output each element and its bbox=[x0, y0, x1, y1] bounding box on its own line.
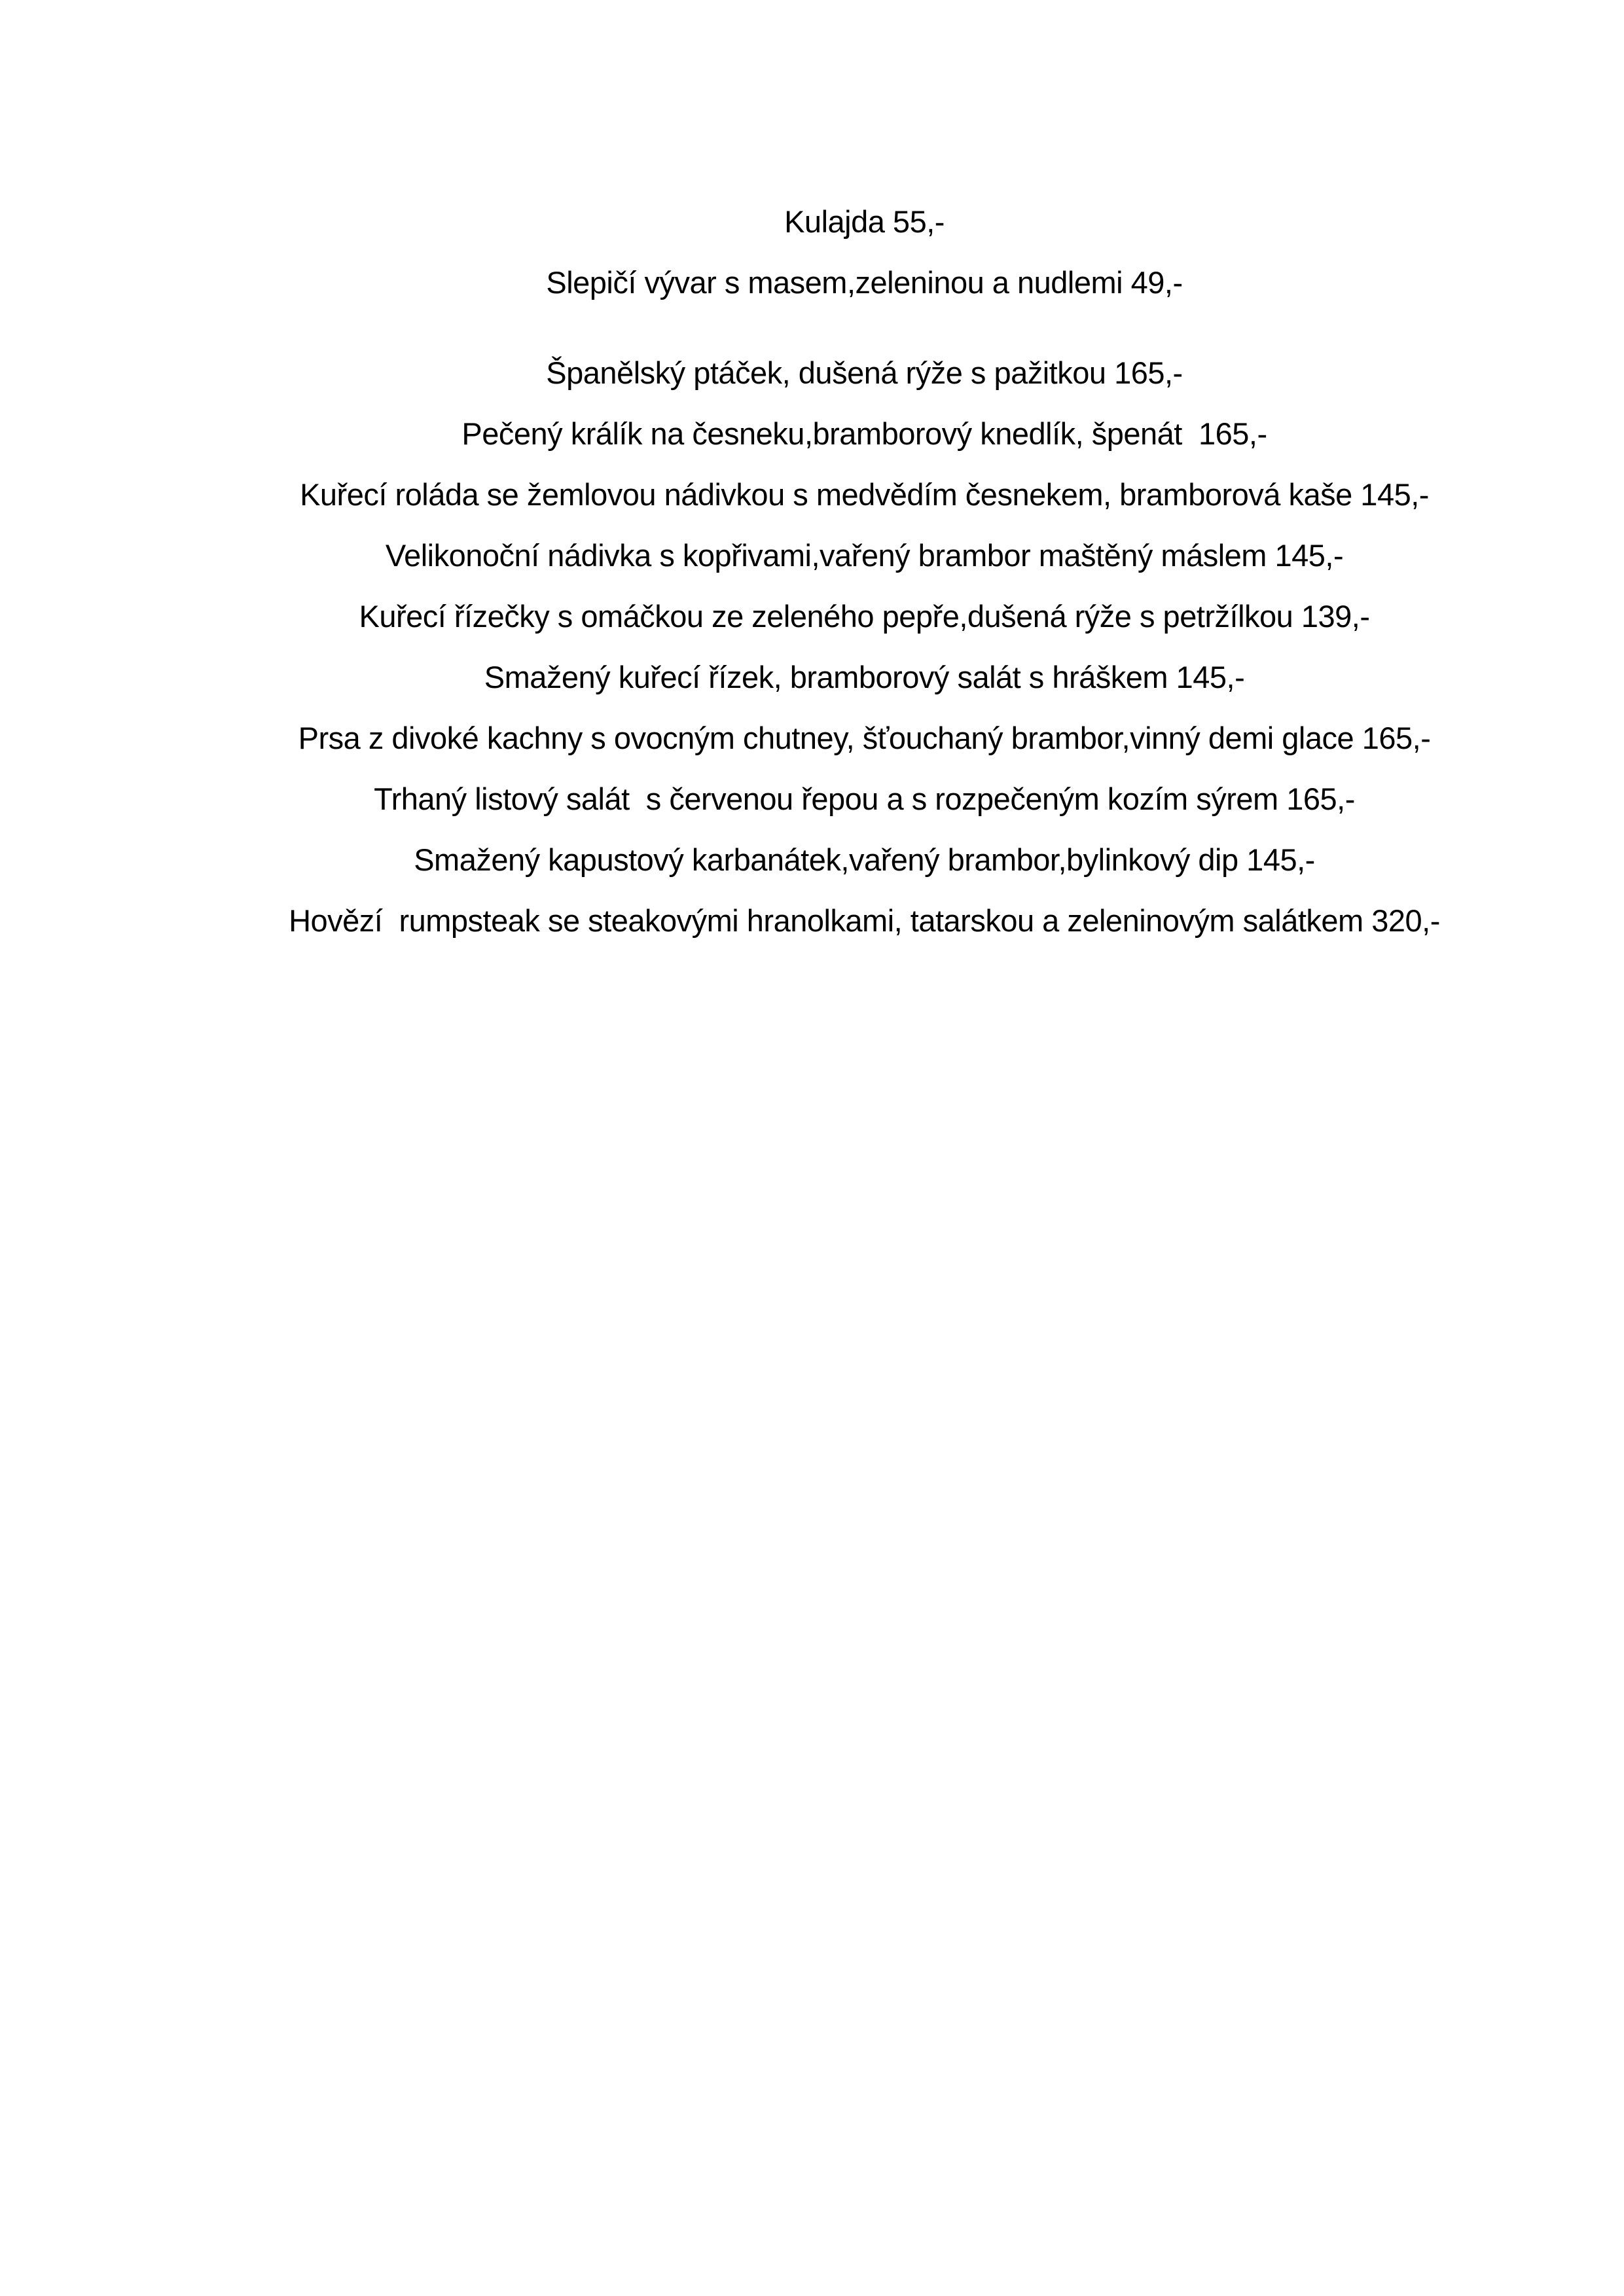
menu-item-line: Španělský ptáček, dušená rýže s pažitkou 165,- bbox=[546, 355, 1183, 390]
mains-section bbox=[105, 342, 1624, 951]
menu-item-line: Pečený králík na česneku,bramborový knedlík, špenát 165,- bbox=[461, 416, 1267, 451]
menu-item-line: Slepičí vývar s masem,zeleninou a nudlemi 49,- bbox=[546, 265, 1183, 300]
menu-item-line: Kulajda 55,- bbox=[784, 204, 945, 239]
menu-item-line: Kuřecí řízečky s omáčkou ze zeleného pepře,dušená rýže s petržílkou 139,- bbox=[359, 599, 1370, 634]
menu-text-block bbox=[105, 0, 1624, 951]
menu-item-line: Prsa z divoké kachny s ovocným chutney, šťouchaný brambor,vinný demi glace 165,- bbox=[298, 721, 1431, 755]
menu-item-line: Kuřecí roláda se žemlovou nádivkou s medvědím česnekem, bramborová kaše 145,- bbox=[300, 477, 1429, 512]
menu-item-line: Smažený kuřecí řízek, bramborový salát s hráškem 145,- bbox=[484, 660, 1245, 694]
section-spacer bbox=[105, 313, 1624, 342]
menu-item-line: Velikonoční nádivka s kopřivami,vařený brambor maštěný máslem 145,- bbox=[385, 538, 1344, 573]
menu-item-line: Trhaný listový salát s červenou řepou a s rozpečeným kozím sýrem 165,- bbox=[374, 781, 1355, 816]
soups-section bbox=[105, 191, 1624, 313]
menu-item-line: Hovězí rumpsteak se steakovými hranolkami, tatarskou a zeleninovým salátkem 320,- bbox=[289, 903, 1440, 938]
menu-item-line: Smažený kapustový karbanátek,vařený brambor,bylinkový dip 145,- bbox=[414, 842, 1315, 877]
